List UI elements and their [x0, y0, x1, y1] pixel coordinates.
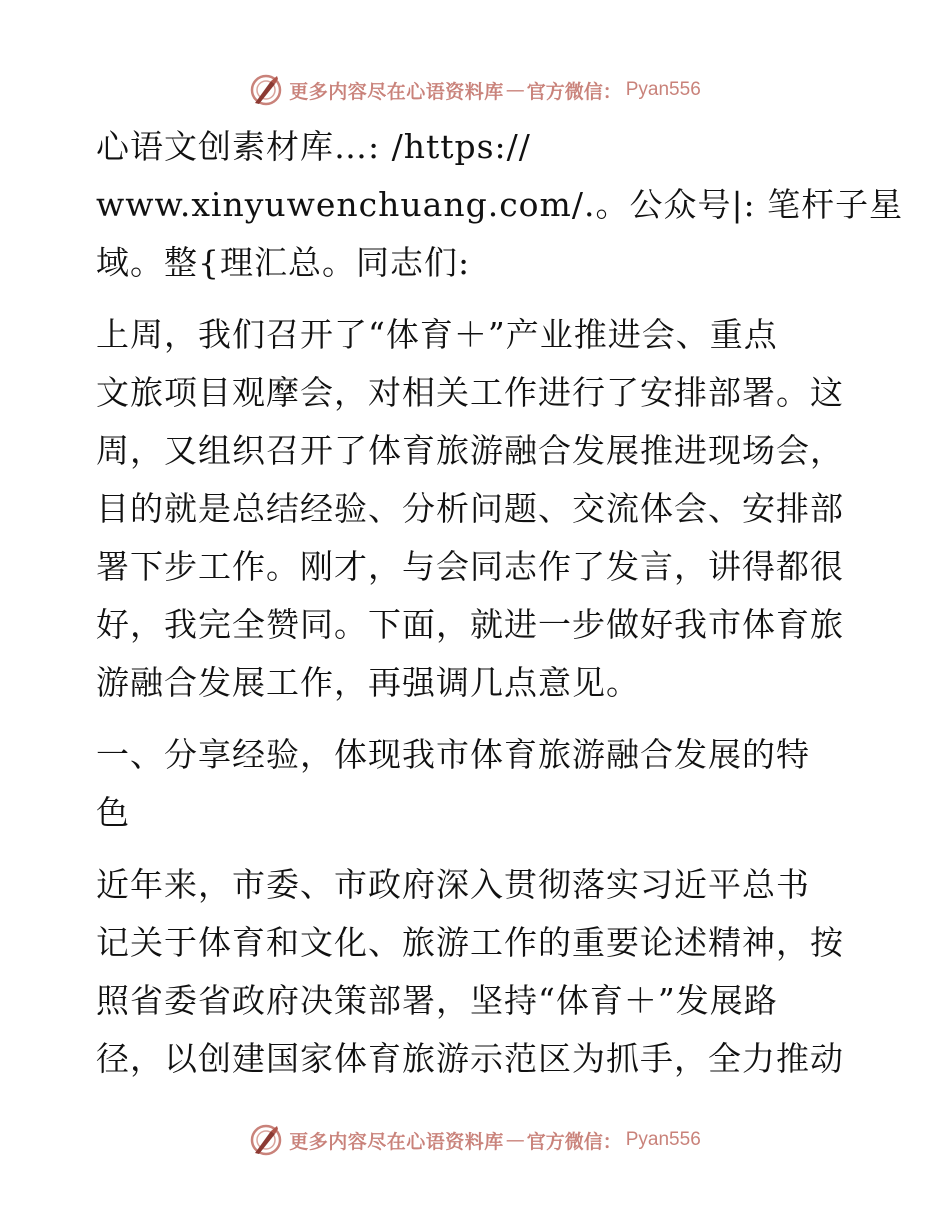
watermark-separator: —: [505, 79, 525, 101]
text-line: 署下步工作。刚才，与会同志作了发言，讲得都很: [96, 547, 844, 586]
document-body: [96, 118, 904, 1088]
quill-seal-icon: [249, 1123, 283, 1157]
section-heading: [96, 726, 856, 842]
quill-seal-icon: [249, 73, 283, 107]
text-line: 游融合发展工作，再强调几点意见。: [96, 663, 640, 702]
text-line: 一、分享经验，体现我市体育旅游融合发展的特: [96, 735, 810, 774]
text-line: 近年来，市委、市政府深入贯彻落实习近平总书: [96, 865, 810, 904]
watermark-text: 更多内容尽在心语资料库: [289, 1130, 504, 1153]
watermark-wechat-id: Pyan556: [625, 1129, 701, 1150]
header-watermark: [0, 70, 950, 110]
text-line: 周，又组织召开了体育旅游融合发展推进现场会，: [96, 431, 844, 470]
footer-watermark: [0, 1120, 950, 1160]
paragraph-opening: [96, 306, 856, 712]
paragraph-section-body: [96, 856, 856, 1088]
text-line: 文旅项目观摩会，对相关工作进行了安排部署。这: [96, 373, 844, 412]
text-line: 照省委省政府决策部署，坚持“体育＋”发展路: [96, 981, 778, 1020]
text-line: 域。整{理汇总。同志们:: [96, 243, 471, 282]
text-line: 目的就是总结经验、分析问题、交流体会、安排部: [96, 489, 844, 528]
text-line: 好，我完全赞同。下面，就进一步做好我市体育旅: [96, 605, 844, 644]
text-line: www.xinyuwenchuang.com/.。公众号|: 笔杆子星: [96, 185, 904, 224]
text-line: 色: [96, 793, 130, 832]
text-line: 上周，我们召开了“体育＋”产业推进会、重点: [96, 315, 778, 354]
text-line: 记关于体育和文化、旅游工作的重要论述精神，按: [96, 923, 844, 962]
paragraph-intro: [96, 118, 904, 292]
watermark-wechat-label: 官方微信：: [526, 1130, 622, 1153]
watermark-wechat-id: Pyan556: [625, 79, 701, 100]
watermark-text: 更多内容尽在心语资料库: [289, 80, 504, 103]
watermark-wechat-label: 官方微信：: [526, 80, 622, 103]
text-line: 径，以创建国家体育旅游示范区为抓手，全力推动: [96, 1039, 844, 1078]
watermark-separator: —: [505, 1129, 525, 1151]
text-line: 心语文创素材库…: /https://: [96, 127, 531, 166]
